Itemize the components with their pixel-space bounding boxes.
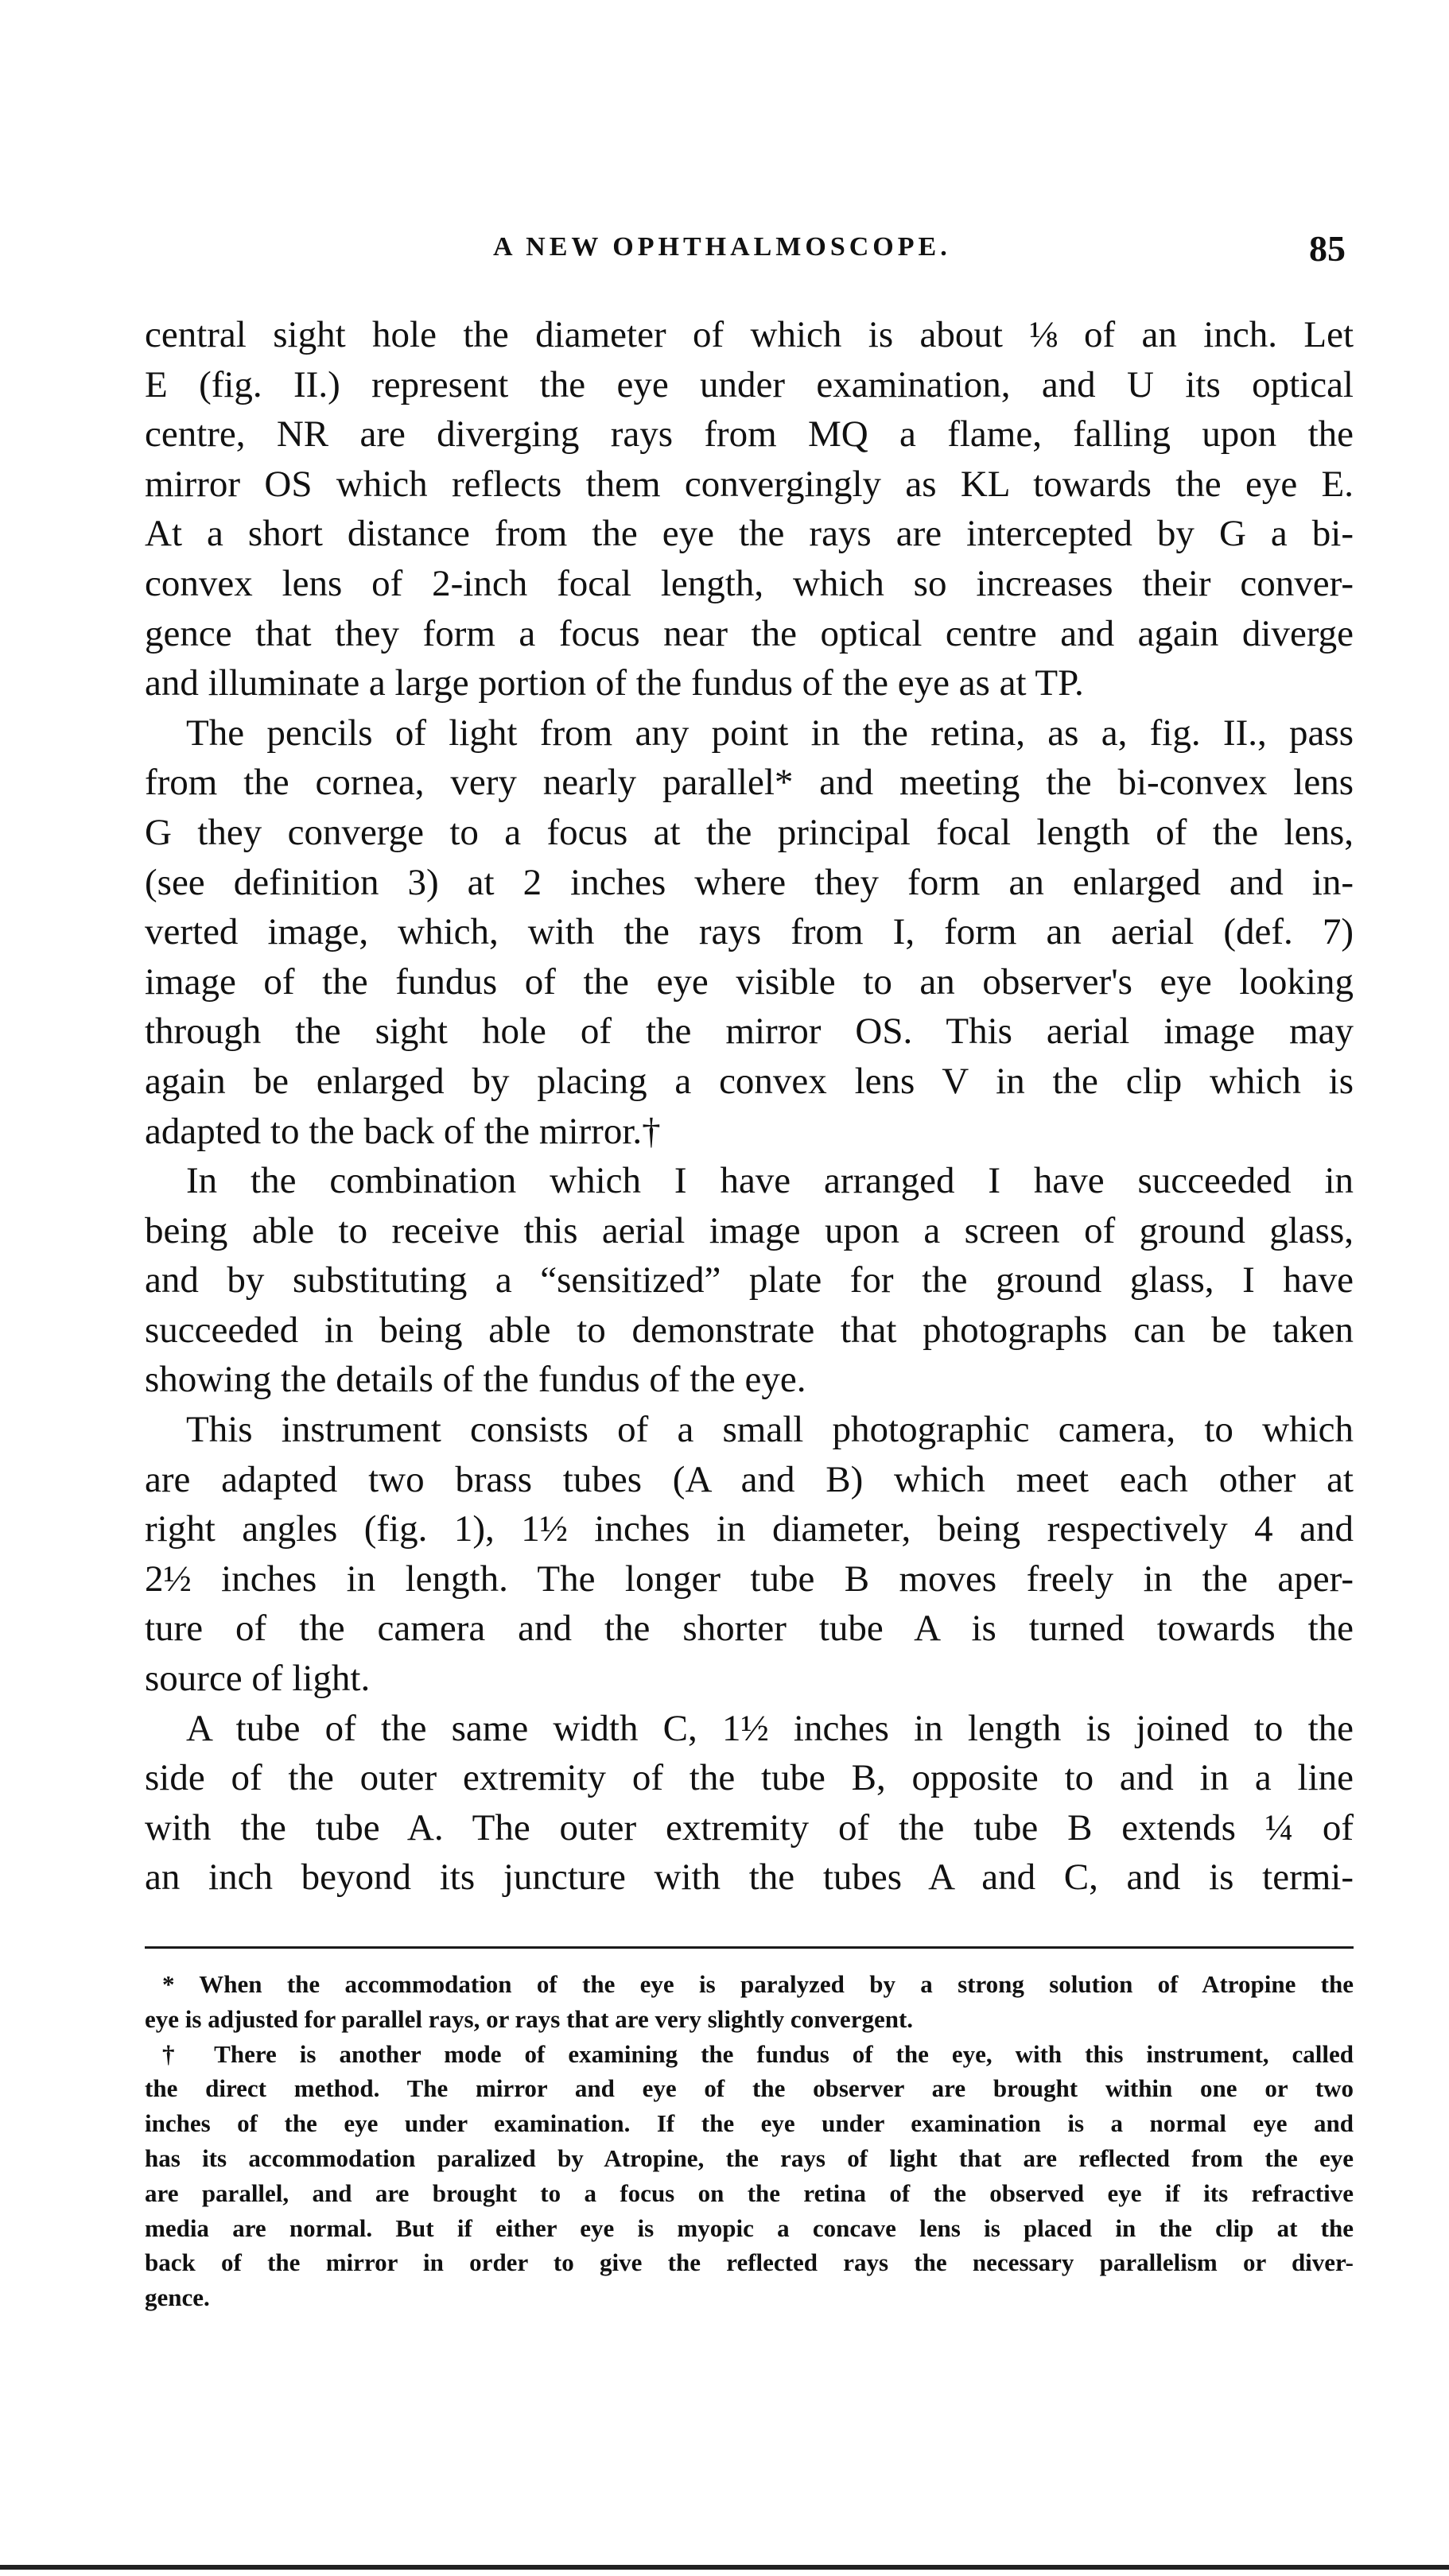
body-line: verted image, which, with the rays from I, form an aerial (def. 7) [145,911,1354,953]
body-line: an inch beyond its juncture with the tubes A and C, and is termi- [145,1856,1354,1899]
footnote-line: † There is another mode of examining the fundus of the eye, with this instrument, called [162,2039,1354,2068]
footnote-line: media are normal. But if either eye is myopic a concave lens is placed in the clip at the [145,2213,1354,2242]
body-line: from the cornea, very nearly parallel* and meeting the bi-convex lens [145,762,1354,804]
body-line: In the combination which I have arranged I have succeeded in [186,1160,1354,1202]
running-head: A NEW OPHTHALMOSCOPE. [493,232,951,262]
body-line: with the tube A. The outer extremity of the tube B extends ¼ of [145,1806,1354,1849]
body-line: gence that they form a focus near the optical centre and again diverge [145,612,1354,654]
body-line: This instrument consists of a small photographic camera, to which [186,1409,1354,1451]
page-bottom-edge [0,2565,1449,2570]
body-line: mirror OS which reflects them convergingly as KL towards the eye E. [145,463,1354,505]
body-line: and illuminate a large portion of the fundus of the eye as at TP. [145,662,1084,704]
body-line: through the sight hole of the mirror OS. This aerial image may [145,1011,1354,1053]
footnote-line: the direct method. The mirror and eye of the observer are brought within one or two [145,2074,1354,2103]
footnote-line: has its accommodation paralized by Atropine, the rays of light that are reflected from the eye [145,2143,1354,2172]
footnote-line: gence. [145,2283,210,2312]
footnote-line: back of the mirror in order to give the reflected rays the necessary parallelism or diver- [145,2248,1354,2277]
footnote-line: eye is adjusted for parallel rays, or rays that are very slightly convergent. [145,2004,914,2033]
body-line: The pencils of light from any point in the retina, as a, fig. II., pass [186,712,1354,754]
body-line: ture of the camera and the shorter tube A is turned towards the [145,1608,1354,1650]
body-line: G they converge to a focus at the principal focal length of the lens, [145,811,1354,853]
body-line: A tube of the same width C, 1½ inches in length is joined to the [186,1707,1354,1749]
body-line: central sight hole the diameter of which is about ⅛ of an inch. Let [145,314,1354,355]
body-line: again be enlarged by placing a convex lens V in the clip which is [145,1060,1354,1102]
body-line: are adapted two brass tubes (A and B) which meet each other at [145,1458,1354,1500]
body-line: being able to receive this aerial image upon a screen of ground glass, [145,1209,1354,1251]
body-line: 2½ inches in length. The longer tube B moves freely in the aper- [145,1558,1354,1600]
body-line: showing the details of the fundus of the eye. [145,1359,806,1401]
body-line: adapted to the back of the mirror.† [145,1110,661,1152]
footnote-line: * When the accommodation of the eye is paralyzed by a strong solution of Atropine the [162,1970,1354,1998]
body-line: (see definition 3) at 2 inches where they form an enlarged and in- [145,861,1354,903]
body-line: image of the fundus of the eye visible to an observer's eye looking [145,960,1354,1003]
body-line: right angles (fig. 1), 1½ inches in diameter, being respectively 4 and [145,1508,1354,1550]
body-text [145,310,1354,1903]
body-line: E (fig. II.) represent the eye under examination, and U its optical [145,363,1354,405]
footnote-line: are parallel, and are brought to a focus on the retina of the observed eye if its refractive [145,2178,1354,2207]
body-line: centre, NR are diverging rays from MQ a flame, falling upon the [145,413,1354,456]
page-number: 85 [1309,228,1346,269]
footnote-divider [145,1946,1354,1949]
body-line: and by substituting a “sensitized” plate for the ground glass, I have [145,1259,1354,1302]
body-line: succeeded in being able to demonstrate that photographs can be taken [145,1309,1354,1351]
body-line: At a short distance from the eye the rays are intercepted by G a bi- [145,513,1354,555]
body-line: convex lens of 2-inch focal length, which so increases their conver- [145,562,1354,604]
footnotes [145,1967,1354,2315]
body-line: source of light. [145,1658,371,1700]
body-line: side of the outer extremity of the tube B, opposite to and in a line [145,1757,1354,1799]
footnote-line: inches of the eye under examination. If the eye under examination is a normal eye and [145,2109,1354,2138]
